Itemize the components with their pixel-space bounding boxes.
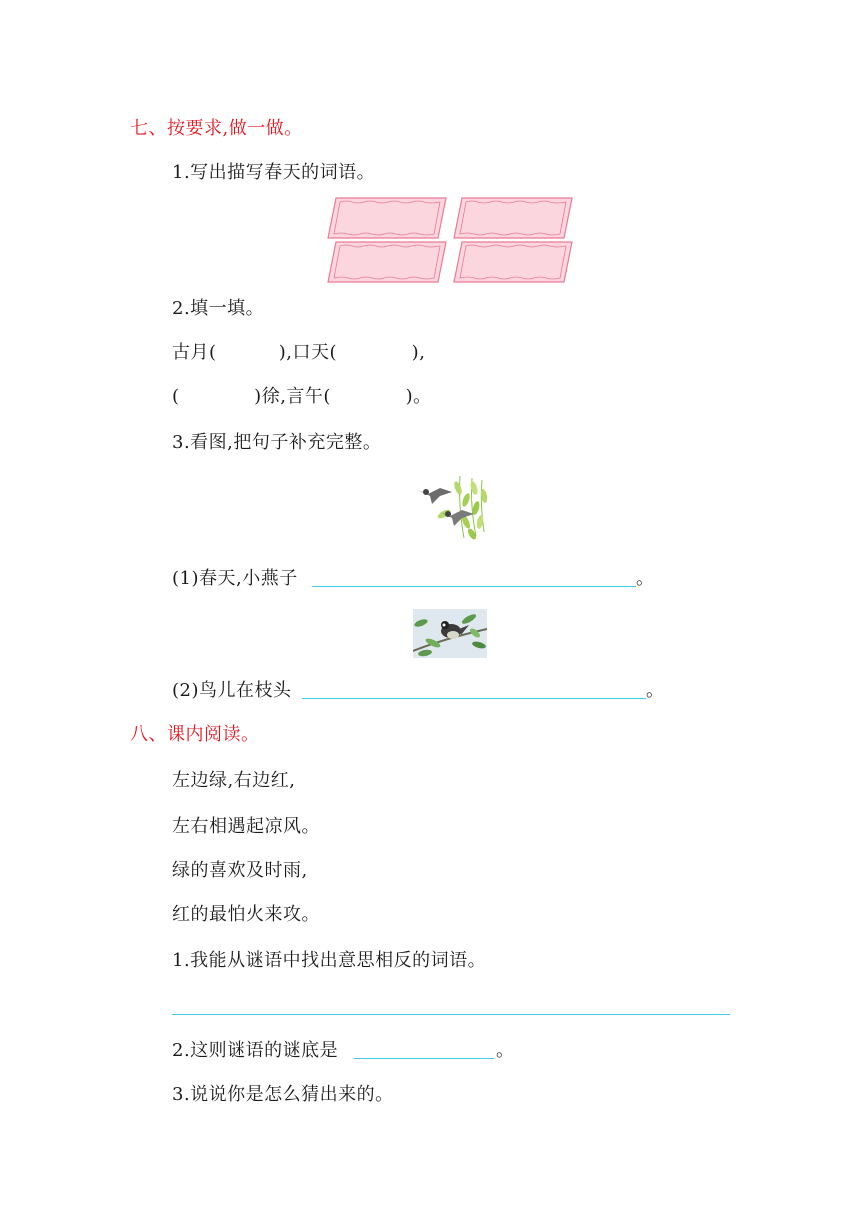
swallows-willow-illustration: [414, 474, 488, 542]
poem-line: 左右相遇起凉风。: [172, 816, 320, 837]
bird-on-branch-photo: [413, 609, 487, 658]
answer-line[interactable]: [354, 1058, 494, 1059]
word-card[interactable]: [454, 242, 572, 282]
poem-line: 绿的喜欢及时雨,: [172, 860, 308, 881]
fill-blank-line-2: ( )徐,言午( )。: [172, 386, 432, 407]
sentence-end: 。: [636, 568, 655, 589]
question-7-3-2: [172, 680, 292, 702]
fill-blank-line-1: 古月( ),口天( ),: [172, 342, 426, 363]
sentence-end: 。: [496, 1040, 515, 1061]
section-7-heading: 七、按要求,做一做。: [130, 118, 303, 139]
word-card[interactable]: [328, 198, 446, 238]
word-card[interactable]: [328, 242, 446, 282]
question-7-3-1: [172, 568, 298, 590]
answer-line[interactable]: [302, 698, 646, 699]
poem-line: 红的最怕火来攻。: [172, 904, 320, 925]
sentence-end: 。: [646, 680, 665, 701]
question-prefix: 2.这则谜语的谜底是: [172, 1040, 339, 1061]
question-8-2: [172, 1040, 338, 1062]
question-8-3: 3.说说你是怎么猜出来的。: [172, 1084, 394, 1105]
question-7-2: 2.填一填。: [172, 298, 265, 319]
poem-line: 左边绿,右边红,: [172, 770, 296, 791]
question-7-1: 1.写出描写春天的词语。: [172, 162, 376, 183]
section-8-heading: 八、课内阅读。: [130, 724, 260, 745]
answer-line[interactable]: [312, 586, 636, 587]
sentence-prefix: (1)春天,小燕子: [172, 568, 298, 589]
answer-line[interactable]: [172, 1014, 730, 1015]
sentence-prefix: (2)鸟儿在枝头: [172, 680, 292, 701]
word-card-grid: [326, 196, 576, 286]
question-7-3: 3.看图,把句子补充完整。: [172, 432, 382, 453]
word-card[interactable]: [454, 198, 572, 238]
question-8-1: 1.我能从谜语中找出意思相反的词语。: [172, 950, 487, 971]
